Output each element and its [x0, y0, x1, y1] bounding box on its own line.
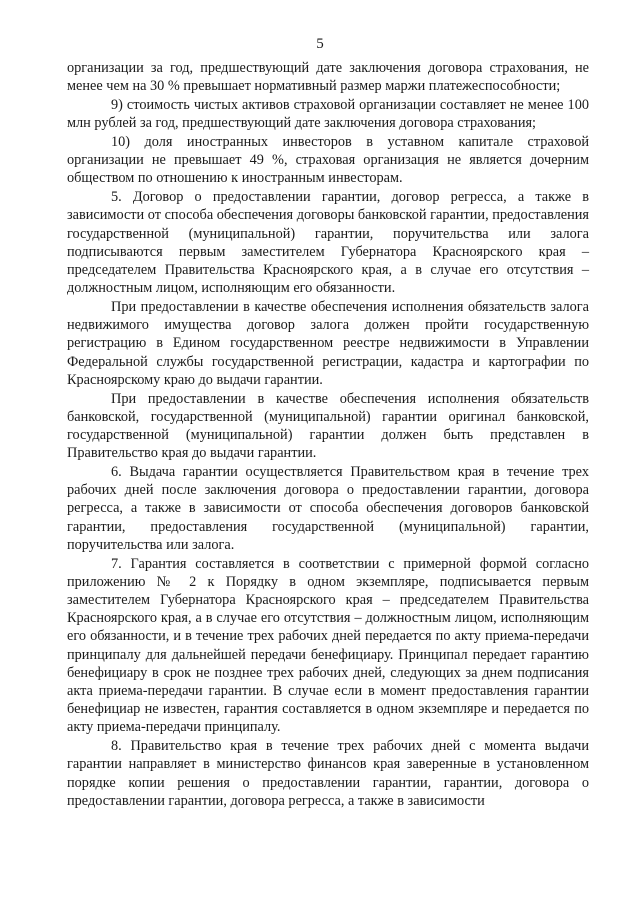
- paragraph-clause-8: 8. Правительство края в течение трех рабочих дней с момента выдачи гарантии направляет в министерство финансов края заверенные в установленном порядке копии решения о предоставлении гарантии, гарантии, договора о предоставлении гарантии, договора регресса, а также в зависимости: [67, 738, 589, 809]
- paragraph-continuation: организации за год, предшествующий дате заключения договора страхования, не менее чем на 30 % превышает нормативный размер маржи платежеспособности;: [67, 60, 589, 95]
- document-body: [67, 59, 589, 810]
- page-number: 5: [316, 36, 324, 52]
- paragraph-clause-7: 7. Гарантия составляется в соответствии с примерной формой согласно приложению № 2 к Порядку в одном экземпляре, подписывается первым заместителем Губернатора Красноярского края – председателем Правительства Красноярского края, а в случае его отсутствия – должностным лицом, исполняющим его обязанности, и в течение трех рабочих дней передается по акту приема-передачи принципалу для дальнейшей передачи бенефициару. Принципал передает гарантию бенефициару в срок не позднее трех рабочих дней, следующих за днем подписания акта приема-передачи гарантии. В случае если в момент предоставления гарантии бенефициар не известен, гарантия составляется в одном экземпляре и передается по акту приема-передачи принципалу.: [67, 555, 589, 736]
- paragraph-clause-6: 6. Выдача гарантии осуществляется Правительством края в течение трех рабочих дней после заключения договора о предоставлении гарантии, договора регресса, а также в зависимости от способа обеспечения договоров банковской гарантии, предоставления государственной (муниципальной) гарантии, поручительства или залога.: [67, 464, 589, 553]
- paragraph-item-10: 10) доля иностранных инвесторов в уставном капитале страховой организации не превышает 49 %, страховая организация не является дочерним обществом по отношению к иностранным инвесторам.: [67, 134, 589, 187]
- paragraph-clause-5: 5. Договор о предоставлении гарантии, договор регресса, а также в зависимости от способа обеспечения договоры банковской гарантии, предоставления государственной (муниципальной) гарантии, поручительства или залога подписываются первым заместителем Губернатора Красноярского края – председателем Правительства Красноярского края, а в случае его отсутствия – должностным лицом, исполняющим его обязанности.: [67, 189, 589, 297]
- paragraph-pledge-registration: При предоставлении в качестве обеспечения исполнения обязательств залога недвижимого имущества договор залога должен пройти государственную регистрацию в Едином государственном реестре недвижимости в Управлении Федеральной службы государственной регистрации, кадастра и картографии по Красноярскому краю до выдачи гарантии.: [67, 299, 589, 388]
- paragraph-item-9: 9) стоимость чистых активов страховой организации составляет не менее 100 млн рублей за год, предшествующий дате заключения договора страхования;: [67, 97, 589, 132]
- paragraph-bank-guarantee-original: При предоставлении в качестве обеспечения исполнения обязательств банковской, государственной (муниципальной) гарантии оригинал банковской, государственной (муниципальной) гарантии должен быть представлен в Правительство края до выдачи гарантии.: [67, 390, 589, 462]
